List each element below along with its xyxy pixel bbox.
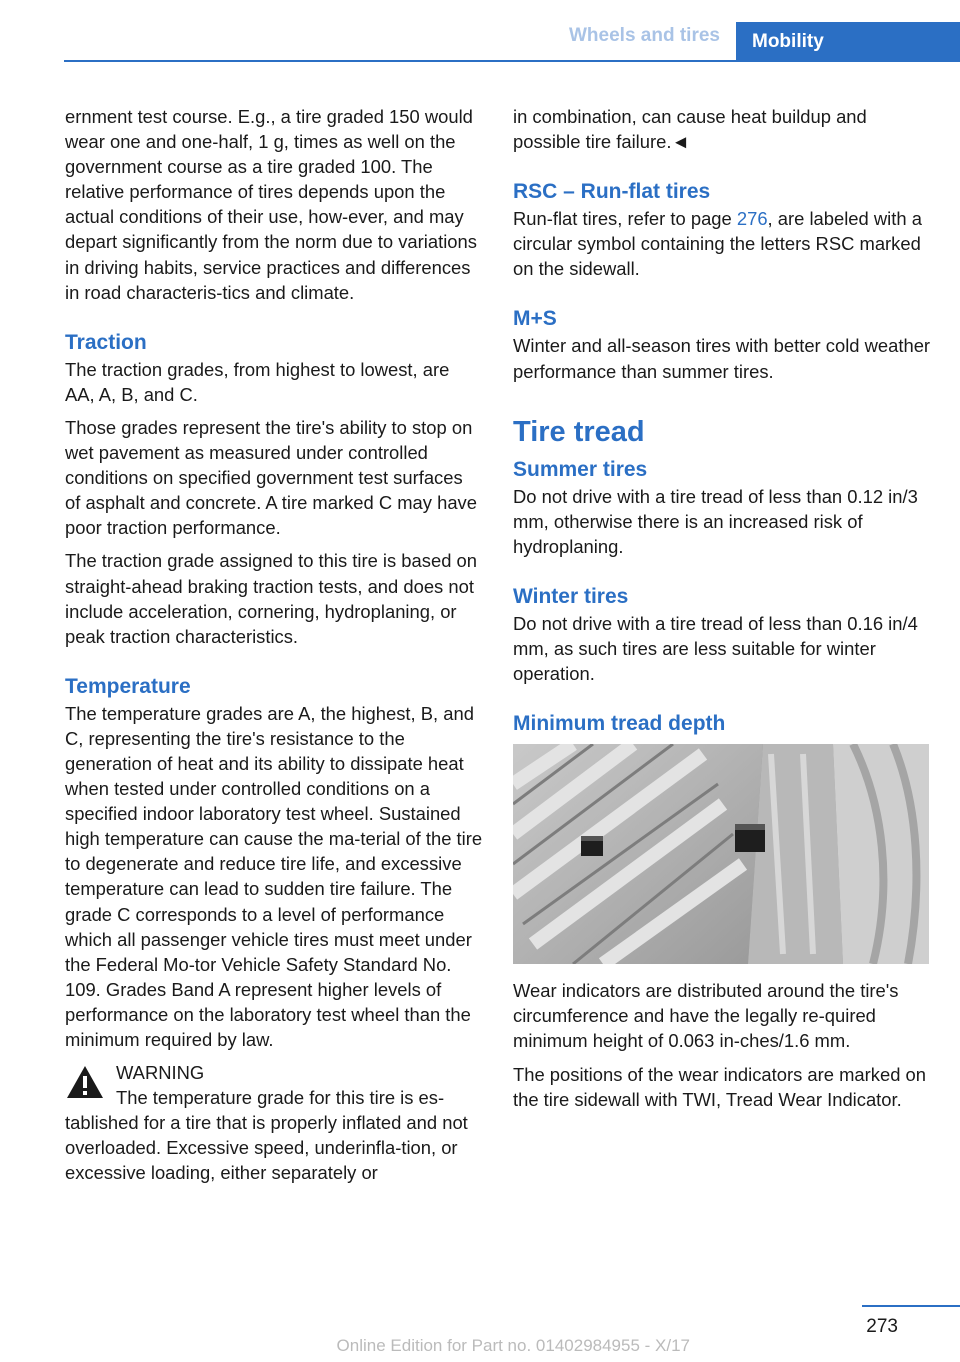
ms-paragraph: Winter and all-season tires with better cold weather performance than summer tires. — [513, 335, 931, 382]
tire-tread-photo — [513, 744, 929, 964]
header-rule — [64, 60, 960, 62]
rsc-text-before: Run-flat tires, refer to page — [513, 208, 737, 230]
summer-tires-heading: Summer tires — [513, 457, 648, 481]
minimum-tread-depth-heading: Minimum tread depth — [513, 712, 726, 736]
traction-paragraph-2: Those grades represent the tire's ability to stop on wet pavement as measured under controlled conditions on specified government test surfaces of asphalt and concrete. A tire marked C may have poor traction performance. — [65, 416, 477, 539]
rsc-paragraph — [513, 206, 933, 281]
traction-paragraph-3: The traction grade assigned to this tire is based on straight-ahead braking traction tests, and does not include acceleration, cornering, hydroplaning, or peak traction characteristics. — [65, 550, 477, 647]
ms-heading: M+S — [513, 307, 557, 331]
tire-tread-heading: Tire tread — [513, 415, 645, 448]
continued-paragraph: in combination, can cause heat buildup and possible tire failure.◄ — [513, 106, 867, 153]
footer-rule — [862, 1305, 960, 1307]
summer-tires-paragraph: Do not drive with a tire tread of less than 0.12 in/3 mm, otherwise there is an increased risk of hydroplaning. — [513, 485, 918, 557]
temperature-heading: Temperature — [65, 674, 191, 698]
temperature-paragraph: The temperature grades are A, the highest, B, and C, representing the tire's resistance to the generation of heat and its ability to dissipate heat when tested under controlled conditions on a specified indoor laboratory test wheel. Sustained high temperature can cause the ma-terial of the tire to degenerate and reduce tire life, and excessive temperature can lead to sudden tire failure. The grade C corresponds to a level of performance which all passenger vehicle tires must meet under the Federal Mo-tor Vehicle Safety Standard No. 109. Grades Band A represent higher levels of performance on the laboratory test wheel than the minimum required by law. — [65, 702, 483, 1050]
wear-indicators-paragraph: Wear indicators are distributed around the tire's circumference and have the legally re-quired minimum height of 0.063 in-ches/1.6 mm. — [513, 980, 899, 1052]
header-chapter-tab: Mobility — [736, 22, 960, 62]
traction-paragraph-1: The traction grades, from highest to lowest, are AA, A, B, and C. — [65, 358, 450, 405]
wear-positions-paragraph: The positions of the wear indicators are marked on the tire sidewall with TWI, Tread Wear Indicator. — [513, 1063, 926, 1110]
warning-triangle-icon — [65, 1064, 105, 1100]
winter-tires-heading: Winter tires — [513, 584, 629, 608]
header-section-title: Wheels and tires — [569, 25, 720, 46]
rsc-heading: RSC – Run-flat tires — [513, 180, 711, 204]
warning-text: tablished for a tire that is properly inflated and not overloaded. Excessive speed, underinfla-tion, or excessive loading, either separately or — [65, 1112, 468, 1184]
page-reference-link[interactable]: 276 — [736, 208, 768, 230]
page-number: 273 — [866, 1316, 898, 1337]
left-column — [65, 104, 483, 1186]
rsc-text-after: , are labeled with a circular symbol containing the letters RSC marked on the sidewall. — [513, 208, 922, 280]
edition-footer: Online Edition for Part no. 01402984955 - X/17 — [336, 1336, 690, 1355]
warning-title: WARNING — [116, 1062, 205, 1084]
warning-block — [65, 1060, 483, 1185]
traction-heading: Traction — [65, 330, 147, 354]
intro-paragraph: ernment test course. E.g., a tire graded 150 would wear one and one-half, 1 g, times as well on the government course as a tire graded 100. The relative performance of tires depends upon the actual conditions of their use, how-ever, and may depart significantly from the norm due to variations in driving habits, service practices and differences in road characteris-tics and climate. — [65, 106, 477, 303]
winter-tires-paragraph: Do not drive with a tire tread of less than 0.16 in/4 mm, as such tires are less suitable for winter operation. — [513, 612, 918, 685]
right-column — [513, 104, 933, 1120]
warning-text-first-line: The temperature grade for this tire is es- — [116, 1087, 445, 1109]
